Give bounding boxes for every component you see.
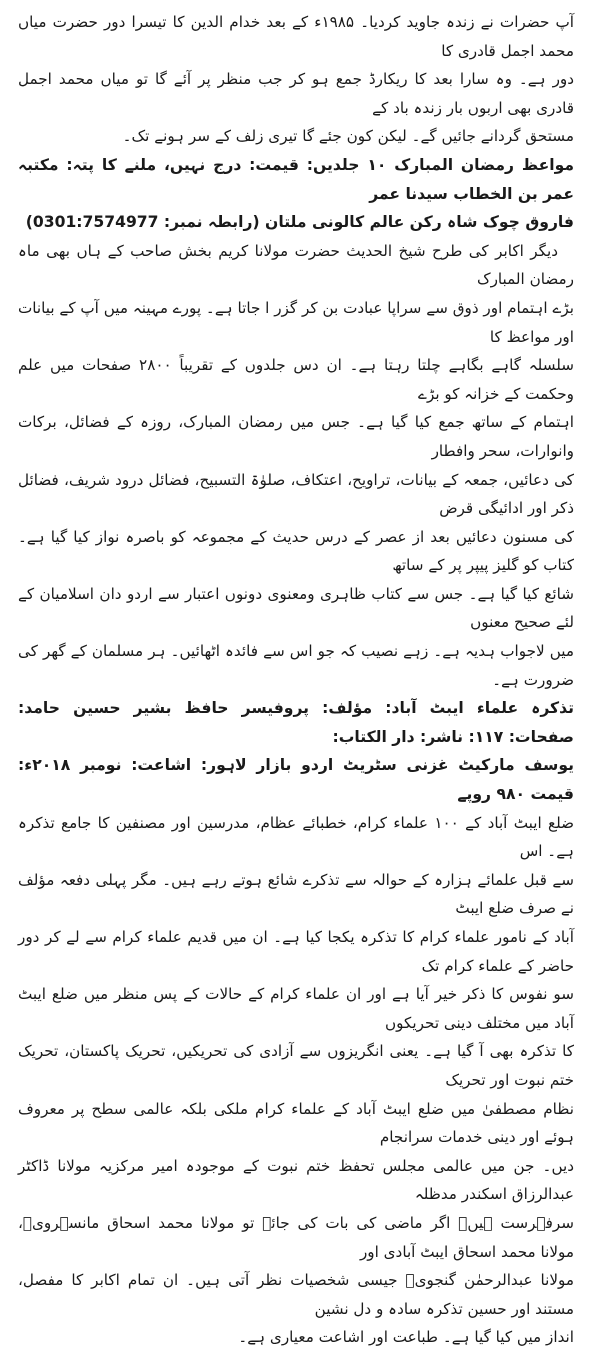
text-line: مستحق گردانے جائیں گے۔ لیکن کون جئے گا تیری زلف کے سر ہونے تک۔ bbox=[122, 127, 574, 146]
text-line: مولانا عبدالرحمٰن گنجویؒ جیسی شخصیات نظر آتی ہیں۔ ان تمام اکابر کا مفصل، مستند اور حسین تذکرہ سادہ و دل نشین bbox=[18, 1271, 574, 1318]
review-heading-line: فاروق چوک شاہ رکن عالم کالونی ملتان (رابطہ نمبر: 0301:7574977) bbox=[25, 213, 574, 232]
text-line: شائع کیا گیا ہے۔ جس سے کتاب ظاہری ومعنوی دونوں اعتبار سے اردو دان اسلامیان کے لئے صحیح معنوں bbox=[18, 584, 574, 632]
document-page bbox=[18, 8, 574, 1352]
text-line: کی دعائیں، جمعہ کے بیانات، تراویح، اعتکاف، صلوٰۃ التسبیح، فضائل درود شریف، فضائل ذکر اور ادائیگی قرض bbox=[18, 470, 574, 518]
text-line: ضلع ایبٹ آباد کے ۱۰۰ علماء کرام، خطبائے عظام، مدرسین اور مصنفین کا جامع تذکرہ ہے۔ اس bbox=[18, 813, 574, 861]
text-line: نظام مصطفیٰ میں ضلع ایبٹ آباد کے علماء کرام ملکی بلکہ عالمی سطح پر معروف ہوئے اور دینی خدمات سرانجام bbox=[18, 1099, 574, 1147]
text-line: دیں۔ جن میں عالمی مجلس تحفظ ختم نبوت کے موجودہ امیر مرکزیہ مولانا ڈاکٹر عبدالرزاق اسکندر مدظلہ bbox=[18, 1156, 574, 1204]
text-line: سرفہرست ہیں۔ اگر ماضی کی بات کی جائے تو مولانا محمد اسحاق مانسہرویؒ، مولانا محمد اسحاق ایبٹ آبادی اور bbox=[18, 1213, 574, 1261]
text-line: سے قبل علمائے ہزارہ کے حوالہ سے تذکرے شائع ہوتے رہے ہیں۔ مگر پہلی دفعہ مؤلف نے صرف ضلع ایبٹ bbox=[18, 870, 574, 918]
intro-paragraph bbox=[18, 8, 574, 151]
text-line: آباد کے نامور علماء کرام کا تذکرہ یکجا کیا ہے۔ ان میں قدیم علماء کرام سے لے کر دور حاضر کے علماء کرام تک bbox=[18, 928, 574, 975]
review-heading-line: یوسف مارکیٹ غزنی سٹریٹ اردو بازار لاہور: اشاعت: نومبر ۲۰۱۸ء: قیمت ۹۸۰ روپے bbox=[18, 756, 574, 804]
review-heading-line: مواعظ رمضان المبارک ۱۰ جلدیں: قیمت: درج نہیں، ملنے کا پتہ: مکتبہ عمر بن الخطاب سیدنا عمر bbox=[18, 155, 574, 203]
text-line: آپ حضرات نے زندہ جاوید کردیا۔ ۱۹۸۵ء کے بعد خدام الدین کا تیسرا دور حضرت میاں محمد اجمل قادری کا bbox=[18, 13, 574, 60]
review-heading-line: تذکرہ علماء ایبٹ آباد: مؤلف: پروفیسر حافظ بشیر حسین حامد: صفحات: ۱۱۷: ناشر: دار الکتاب: bbox=[18, 699, 574, 746]
text-line: دیگر اکابر کی طرح شیخ الحدیث حضرت مولانا کریم بخش صاحب کے ہاں بھی ماہ رمضان المبارک bbox=[18, 241, 574, 289]
book-review-mawaiz-ramadan bbox=[18, 151, 574, 694]
text-line: بڑے اہتمام اور ذوق سے سراپا عبادت بن کر گزر ا جاتا ہے۔ پورے مہینہ میں آپ کے بیانات اور مواعظ کا bbox=[18, 298, 574, 346]
text-line: انداز میں کیا گیا ہے۔ طباعت اور اشاعت معیاری ہے۔ bbox=[238, 1328, 574, 1347]
text-line: کا تذکرہ بھی آ گیا ہے۔ یعنی انگریزوں سے آزادی کی تحریکیں، تحریک پاکستان، تحریک ختم نبوت اور تحریک bbox=[18, 1042, 574, 1089]
book-review-tazkira-ulama-abbottabad bbox=[18, 694, 574, 1352]
text-line: کی مسنون دعائیں بعد از عصر کے درس حدیث کے مجموعہ کو باصرہ نواز کیا گیا ہے۔ کتاب کو گلیز پیپر پر کے ساتھ bbox=[18, 527, 574, 575]
text-line: میں لاجواب ہدیہ ہے۔ زہے نصیب کہ جو اس سے فائدہ اٹھائیں۔ ہر مسلمان کے گھر کی ضرورت ہے۔ bbox=[18, 642, 574, 689]
text-line: سو نفوس کا ذکر خیر آیا ہے اور ان علماء کرام کے حالات کے پس منظر میں ضلع ایبٹ آباد میں مختلف دینی تحریکوں bbox=[18, 985, 574, 1032]
text-line: دور ہے۔ وہ سارا بعد کا ریکارڈ جمع ہو کر جب منظر پر آئے گا تو میاں محمد اجمل قادری بھی اربوں بار زندہ باد کے bbox=[18, 70, 574, 117]
text-line: اہتمام کے ساتھ جمع کیا گیا ہے۔ جس میں رمضان المبارک، روزہ کے فضائل، برکات وانوارات، سحر وافطار bbox=[18, 413, 574, 460]
text-line: سلسلہ گاہے بگاہے چلتا رہتا ہے۔ ان دس جلدوں کے تقریباً ۲۸۰۰ صفحات میں علم وحکمت کے خزانہ کو بڑے bbox=[18, 356, 574, 403]
